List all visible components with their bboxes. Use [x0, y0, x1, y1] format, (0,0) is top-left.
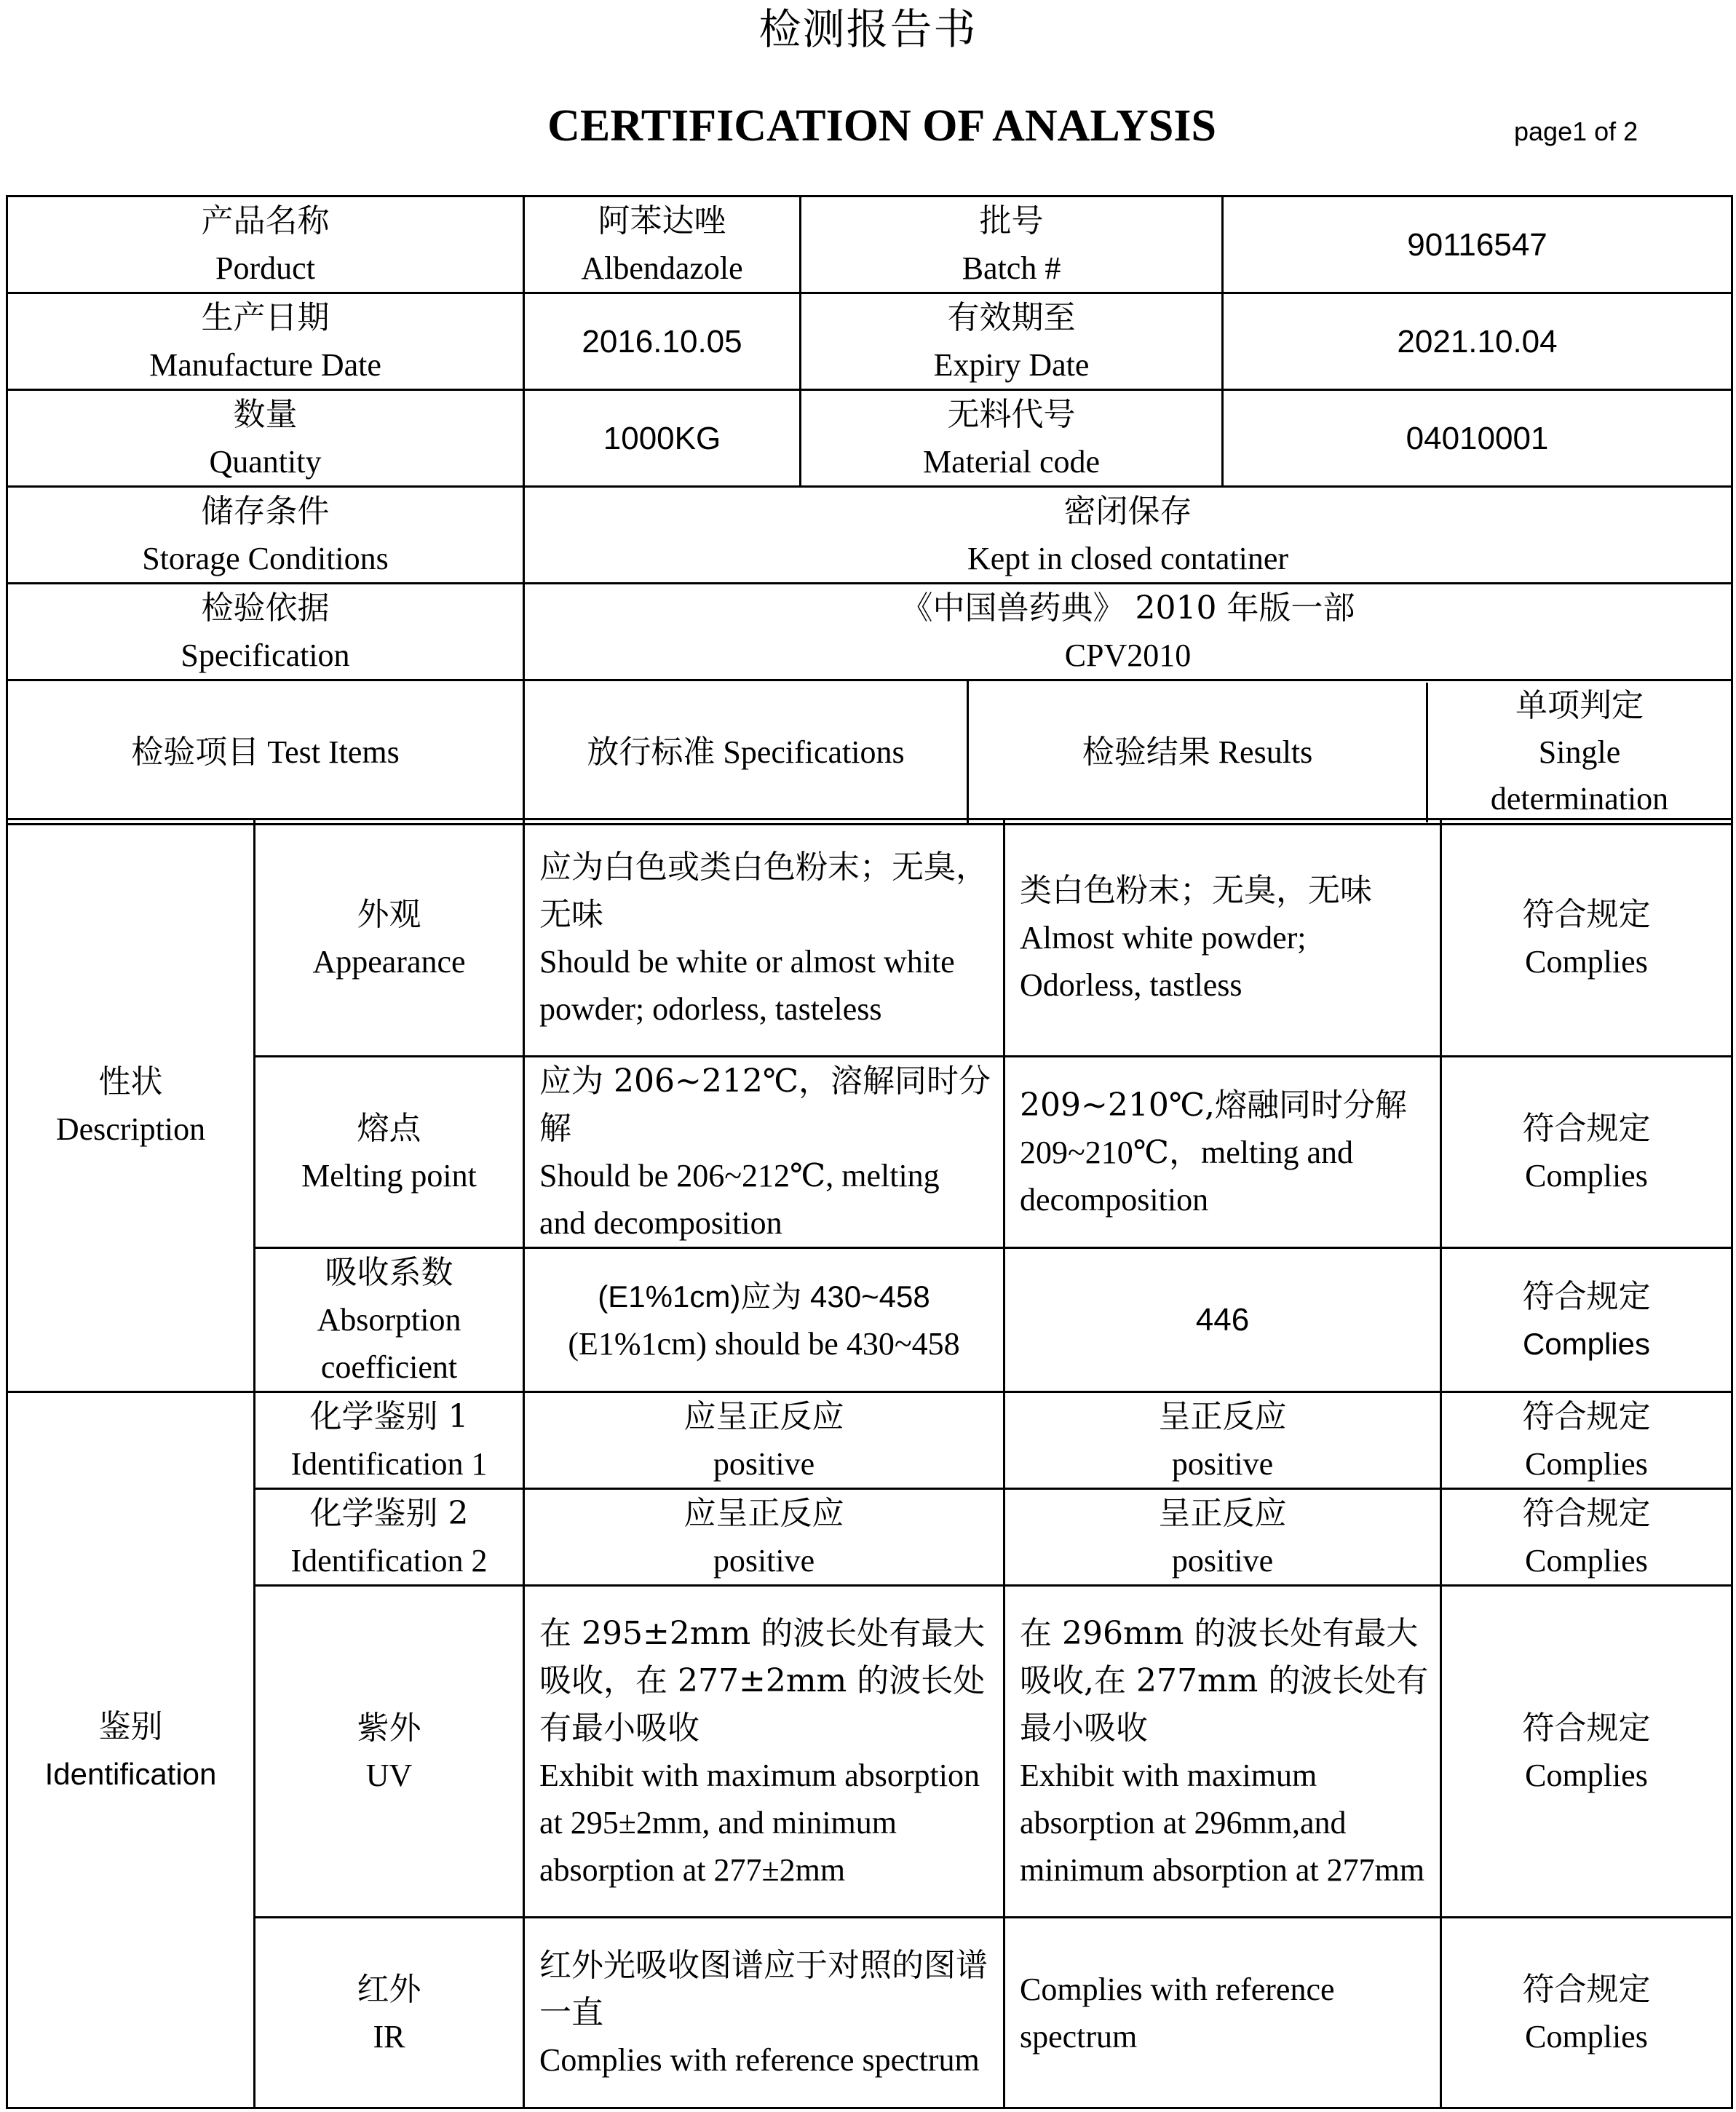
- uv-determination: [1441, 1586, 1732, 1918]
- uv-name-en: UV: [365, 1757, 413, 1793]
- group-description-en: Description: [55, 1111, 206, 1147]
- id1-name: [255, 1392, 524, 1489]
- ir-determination: [1441, 1918, 1732, 2108]
- ir-name: [255, 1918, 524, 2108]
- row-identification-2: [7, 1489, 1732, 1586]
- appearance-name-cn: 外观: [357, 895, 421, 933]
- melting-result: [1004, 1057, 1441, 1248]
- id2-determination: [1441, 1489, 1732, 1586]
- appearance-result-cn: 类白色粉末；无臭，无味: [1020, 872, 1372, 909]
- group-description-cn: 性状: [98, 1063, 163, 1100]
- appearance-name-en: Appearance: [312, 943, 466, 980]
- ir-det-cn: 符合规定: [1522, 1970, 1651, 2008]
- appearance-spec: [524, 819, 1004, 1057]
- product-value: [524, 196, 801, 293]
- id1-name-cn: 化学鉴别 1: [309, 1398, 469, 1435]
- melting-det-cn: 符合规定: [1522, 1110, 1651, 1147]
- mat-label-cn: 无料代号: [947, 396, 1076, 433]
- absorption-result: 446: [1004, 1248, 1441, 1392]
- appearance-determination: [1441, 819, 1732, 1057]
- absorption-spec: [524, 1248, 1004, 1392]
- id1-spec-cn: 应呈正反应: [683, 1398, 844, 1435]
- title-english: CERTIFICATION OF ANALYSIS: [547, 101, 1216, 151]
- group-identification-cn: 鉴别: [98, 1707, 163, 1745]
- ir-name-en: IR: [373, 2018, 405, 2055]
- row-uv: [7, 1586, 1732, 1918]
- appearance-spec-en: Should be white or almost white powder; odorless, tasteless: [539, 943, 955, 1027]
- row-appearance: [7, 819, 1732, 1057]
- id1-result-en: positive: [1171, 1446, 1274, 1482]
- product-label-en: Porduct: [215, 250, 315, 286]
- qty-value: 1000KG: [524, 390, 801, 487]
- id1-det-cn: 符合规定: [1522, 1398, 1651, 1435]
- batch-label: [801, 196, 1223, 293]
- storage-value: [524, 487, 1732, 584]
- batch-label-en: Batch #: [962, 250, 1061, 286]
- mfg-label-en: Manufacture Date: [149, 347, 381, 383]
- absorption-det-en: Complies: [1522, 1326, 1651, 1361]
- mat-label-en: Material code: [922, 444, 1101, 480]
- ir-result: Complies with reference spectrum: [1004, 1918, 1441, 2108]
- storage-value-en: Kept in closed contatiner: [967, 541, 1289, 576]
- mat-value: 04010001: [1223, 390, 1732, 487]
- id1-spec: [524, 1392, 1004, 1489]
- melting-spec-en: Should be 206~212℃, melting and decomposition: [539, 1158, 940, 1241]
- melting-spec: [524, 1057, 1004, 1248]
- spec-label-cn: 检验依据: [201, 589, 330, 627]
- header-test-items: 检验项目 Test Items: [7, 680, 524, 825]
- mfg-label: [7, 293, 524, 390]
- row-specification: [7, 584, 1732, 680]
- uv-det-en: Complies: [1525, 1757, 1648, 1793]
- id2-spec: [524, 1489, 1004, 1586]
- appearance-det-cn: 符合规定: [1522, 895, 1651, 933]
- header-specifications: 放行标准 Specifications: [524, 680, 968, 825]
- id2-spec-en: positive: [713, 1543, 815, 1579]
- spec-value: [524, 584, 1732, 680]
- qty-label-cn: 数量: [233, 396, 298, 433]
- uv-det-cn: 符合规定: [1522, 1709, 1651, 1747]
- row-storage: [7, 487, 1732, 584]
- qty-label-en: Quantity: [209, 444, 322, 480]
- header-determination: [1427, 683, 1732, 822]
- row-dates: [7, 293, 1732, 390]
- exp-label-cn: 有效期至: [947, 299, 1076, 336]
- id1-result-cn: 呈正反应: [1158, 1398, 1287, 1435]
- row-test-header: [7, 680, 1732, 825]
- appearance-spec-cn: 应为白色或类白色粉末；无臭，无味: [539, 848, 988, 933]
- mfg-value: 2016.10.05: [524, 293, 801, 390]
- absorption-spec-cn: (E1%1cm)应为 430~458: [598, 1279, 930, 1314]
- id2-name-cn: 化学鉴别 2: [309, 1495, 469, 1532]
- uv-spec-en: Exhibit with maximum absorption at 295±2mm, and minimum absorption at 277±2mm: [539, 1757, 980, 1888]
- uv-result: [1004, 1586, 1441, 1918]
- ir-spec-cn: 红外光吸收图谱应于对照的图谱一直: [539, 1947, 988, 2031]
- appearance-det-en: Complies: [1525, 943, 1648, 980]
- exp-value: 2021.10.04: [1223, 293, 1732, 390]
- id1-det-en: Complies: [1525, 1446, 1648, 1482]
- storage-label-en: Storage Conditions: [142, 541, 389, 576]
- id1-determination: [1441, 1392, 1732, 1489]
- qty-label: [7, 390, 524, 487]
- id2-spec-cn: 应呈正反应: [683, 1495, 844, 1532]
- group-identification-en: Identification: [44, 1756, 217, 1791]
- batch-label-cn: 批号: [979, 202, 1044, 239]
- id2-det-cn: 符合规定: [1522, 1495, 1651, 1532]
- melting-name-en: Melting point: [301, 1158, 477, 1194]
- id1-name-en: Identification 1: [290, 1446, 488, 1482]
- uv-result-en: Exhibit with maximum absorption at 296mm,and minimum absorption at 277mm: [1020, 1757, 1425, 1888]
- uv-name-cn: 紫外: [357, 1709, 421, 1747]
- spec-label: [7, 584, 524, 680]
- id2-result-cn: 呈正反应: [1158, 1495, 1287, 1532]
- appearance-result: [1004, 819, 1441, 1057]
- row-quantity: [7, 390, 1732, 487]
- product-label-cn: 产品名称: [201, 202, 330, 239]
- melting-name: [255, 1057, 524, 1248]
- absorption-name: [255, 1248, 524, 1392]
- id2-result: [1004, 1489, 1441, 1586]
- melting-det-en: Complies: [1525, 1158, 1648, 1194]
- uv-result-cn: 在 296mm 的波长处有最大吸收,在 277mm 的波长处有最小吸收: [1020, 1614, 1429, 1747]
- storage-label: [7, 487, 524, 584]
- group-description: [7, 819, 255, 1392]
- absorption-name-en-1: Absorption: [317, 1302, 461, 1338]
- header-det-en-2: determination: [1490, 780, 1669, 817]
- uv-spec-cn: 在 295±2mm 的波长处有最大吸收，在 277±2mm 的波长处有最小吸收: [539, 1614, 986, 1747]
- ir-spec-en: Complies with reference spectrum: [539, 2042, 980, 2078]
- product-value-en: Albendazole: [581, 250, 743, 286]
- ir-spec: [524, 1918, 1004, 2108]
- absorption-determination: [1441, 1248, 1732, 1392]
- header-det-cn: 单项判定: [1515, 686, 1644, 724]
- absorption-spec-en: (E1%1cm) should be 430~458: [568, 1325, 960, 1362]
- id2-name-en: Identification 2: [290, 1543, 488, 1579]
- mfg-label-cn: 生产日期: [201, 299, 330, 336]
- uv-spec: [524, 1586, 1004, 1918]
- test-results-table: [6, 818, 1733, 2109]
- row-identification-1: [7, 1392, 1732, 1489]
- storage-value-cn: 密闭保存: [1063, 493, 1192, 530]
- header-results-group: [968, 680, 1732, 825]
- batch-value: 90116547: [1223, 196, 1732, 293]
- header-results-inner: [969, 683, 1731, 822]
- row-product: [7, 196, 1732, 293]
- product-label: [7, 196, 524, 293]
- certificate-table: [6, 195, 1733, 825]
- title-chinese: 检测报告书: [758, 4, 978, 54]
- group-identification: [7, 1392, 255, 2108]
- row-absorption: [7, 1248, 1732, 1392]
- header-det-en-1: Single: [1538, 734, 1621, 770]
- id1-result: [1004, 1392, 1441, 1489]
- uv-name: [255, 1586, 524, 1918]
- melting-name-cn: 熔点: [357, 1110, 421, 1147]
- id1-spec-en: positive: [713, 1446, 815, 1482]
- mat-label: [801, 390, 1223, 487]
- melting-result-cn: 209~210℃,熔融同时分解: [1020, 1086, 1408, 1124]
- id2-det-en: Complies: [1525, 1543, 1648, 1579]
- ir-det-en: Complies: [1525, 2018, 1648, 2055]
- melting-result-en: 209~210℃，melting and decomposition: [1020, 1134, 1353, 1218]
- exp-label-en: Expiry Date: [933, 347, 1090, 383]
- ir-name-cn: 红外: [357, 1970, 421, 2008]
- product-value-cn: 阿苯达唑: [598, 202, 726, 239]
- id2-name: [255, 1489, 524, 1586]
- row-ir: [7, 1918, 1732, 2108]
- header-results: 检验结果 Results: [969, 683, 1427, 822]
- row-melting-point: [7, 1057, 1732, 1248]
- melting-spec-cn: 应为 206~212℃，溶解同时分解: [539, 1063, 991, 1147]
- appearance-result-en: Almost white powder; Odorless, tastless: [1020, 920, 1307, 1003]
- appearance-name: [255, 819, 524, 1057]
- exp-label: [801, 293, 1223, 390]
- absorption-det-cn: 符合规定: [1522, 1277, 1651, 1315]
- spec-label-en: Specification: [181, 638, 350, 673]
- spec-value-cn: 《中国兽药典》 2010 年版一部: [900, 589, 1355, 627]
- absorption-name-en-2: coefficient: [320, 1349, 458, 1385]
- spec-value-en: CPV2010: [1064, 638, 1192, 673]
- page-number: page1 of 2: [1514, 116, 1638, 146]
- id2-result-en: positive: [1171, 1543, 1274, 1579]
- storage-label-cn: 储存条件: [201, 493, 330, 530]
- absorption-name-cn: 吸收系数: [325, 1254, 453, 1291]
- melting-determination: [1441, 1057, 1732, 1248]
